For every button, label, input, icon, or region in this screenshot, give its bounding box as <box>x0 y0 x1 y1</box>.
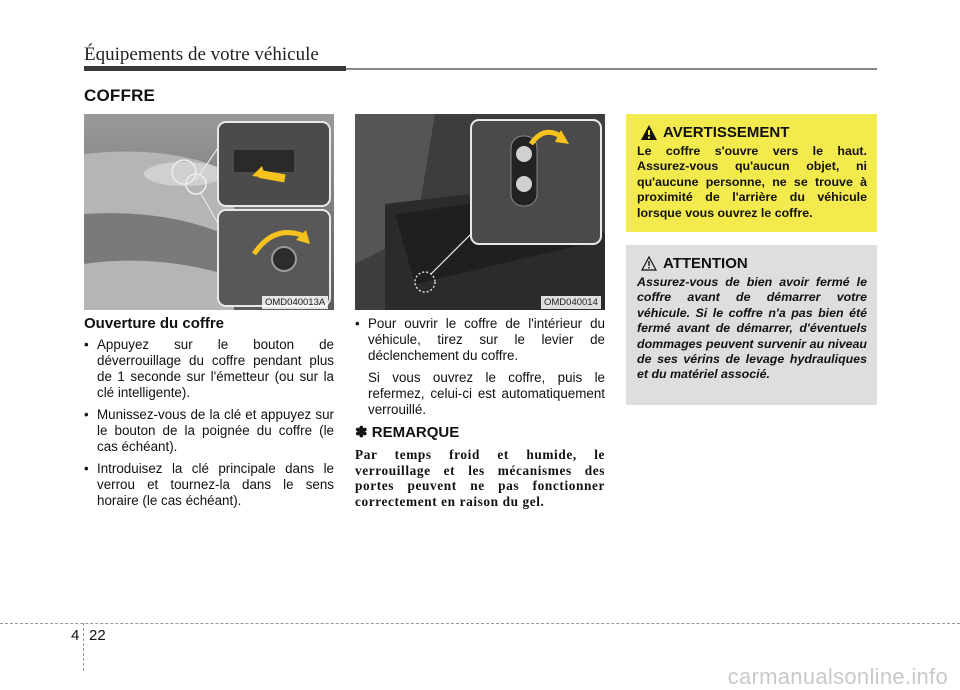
caution-triangle-icon <box>641 256 657 271</box>
trunk-release-illustration <box>355 114 605 310</box>
warning-box <box>626 114 877 232</box>
left-bullet-list <box>84 337 334 509</box>
subheading-trunk-opening: Ouverture du coffre <box>84 315 225 332</box>
trunk-exterior-photo <box>84 114 334 310</box>
header-rule-dark <box>84 66 346 71</box>
middle-column <box>355 316 605 431</box>
bullet-dot: • <box>84 407 89 422</box>
middle-bullet-list <box>355 316 605 364</box>
bullet-text: Introduisez la clé principale dans le verrou et tournez-la dans le sens horaire (le cas échéant). <box>97 461 334 508</box>
trunk-exterior-illustration <box>84 114 334 310</box>
remark-text: Par temps froid et humide, le verrouillage et les mécanismes des portes peuvent ne pas fonctionner correctement en raison du gel. <box>355 447 605 509</box>
trunk-release-lever-photo <box>355 114 605 310</box>
warning-title: AVERTISSEMENT <box>663 124 790 141</box>
auto-lock-paragraph: Si vous ouvrez le coffre, puis le refermez, celui-ci est automatiquement verrouillé. <box>368 370 605 417</box>
footer-divider <box>0 623 960 624</box>
attention-title: ATTENTION <box>663 255 748 272</box>
bullet-dot: • <box>84 337 89 352</box>
warning-header <box>637 124 867 141</box>
chapter-number: 4 <box>71 627 80 644</box>
list-item <box>84 337 334 401</box>
header-title: Équipements de votre véhicule <box>84 44 319 65</box>
figure-code-middle: OMD040014 <box>541 296 601 309</box>
attention-text: Assurez-vous de bien avoir fermé le coffre avant de démarrer votre véhicule. Si le coffre n'a pas bien été fermé avant de démarrer, d'éventuels dommages peuvent survenir au niveau de ses vérins de levage hydrauliques et du matériel associé. <box>637 275 867 382</box>
header-rule-light <box>346 68 877 70</box>
bullet-dot: • <box>355 316 360 331</box>
footer-vertical-divider <box>83 623 84 671</box>
bullet-dot: • <box>84 461 89 476</box>
attention-header <box>637 255 867 272</box>
list-item <box>84 407 334 455</box>
bullet-text: Pour ouvrir le coffre de l'intérieur du véhicule, tirez sur le levier de déclenchement du coffre. <box>368 316 605 363</box>
page-number: 22 <box>89 627 106 644</box>
watermark: carmanualsonline.info <box>727 664 948 689</box>
left-column <box>84 316 334 515</box>
bullet-text: Appuyez sur le bouton de déverrouillage du coffre pendant plus de 1 seconde sur l'émetteur (ou sur la clé intelligente). <box>97 337 334 400</box>
list-item <box>84 461 334 509</box>
section-title: COFFRE <box>84 86 156 105</box>
remark-title: ✽ REMARQUE <box>355 424 460 441</box>
list-item <box>355 316 605 364</box>
warning-triangle-icon <box>641 125 657 140</box>
attention-box <box>626 245 877 405</box>
bullet-text: Munissez-vous de la clé et appuyez sur le bouton de la poignée du coffre (le cas échéant). <box>97 407 334 454</box>
figure-code-left: OMD040013A <box>262 296 328 309</box>
warning-text: Le coffre s'ouvre vers le haut. Assurez-vous qu'aucun objet, ni qu'aucune personne, ne se trouve à proximité de l'arrière du véhicule lorsque vous ouvrez le coffre. <box>637 144 867 220</box>
